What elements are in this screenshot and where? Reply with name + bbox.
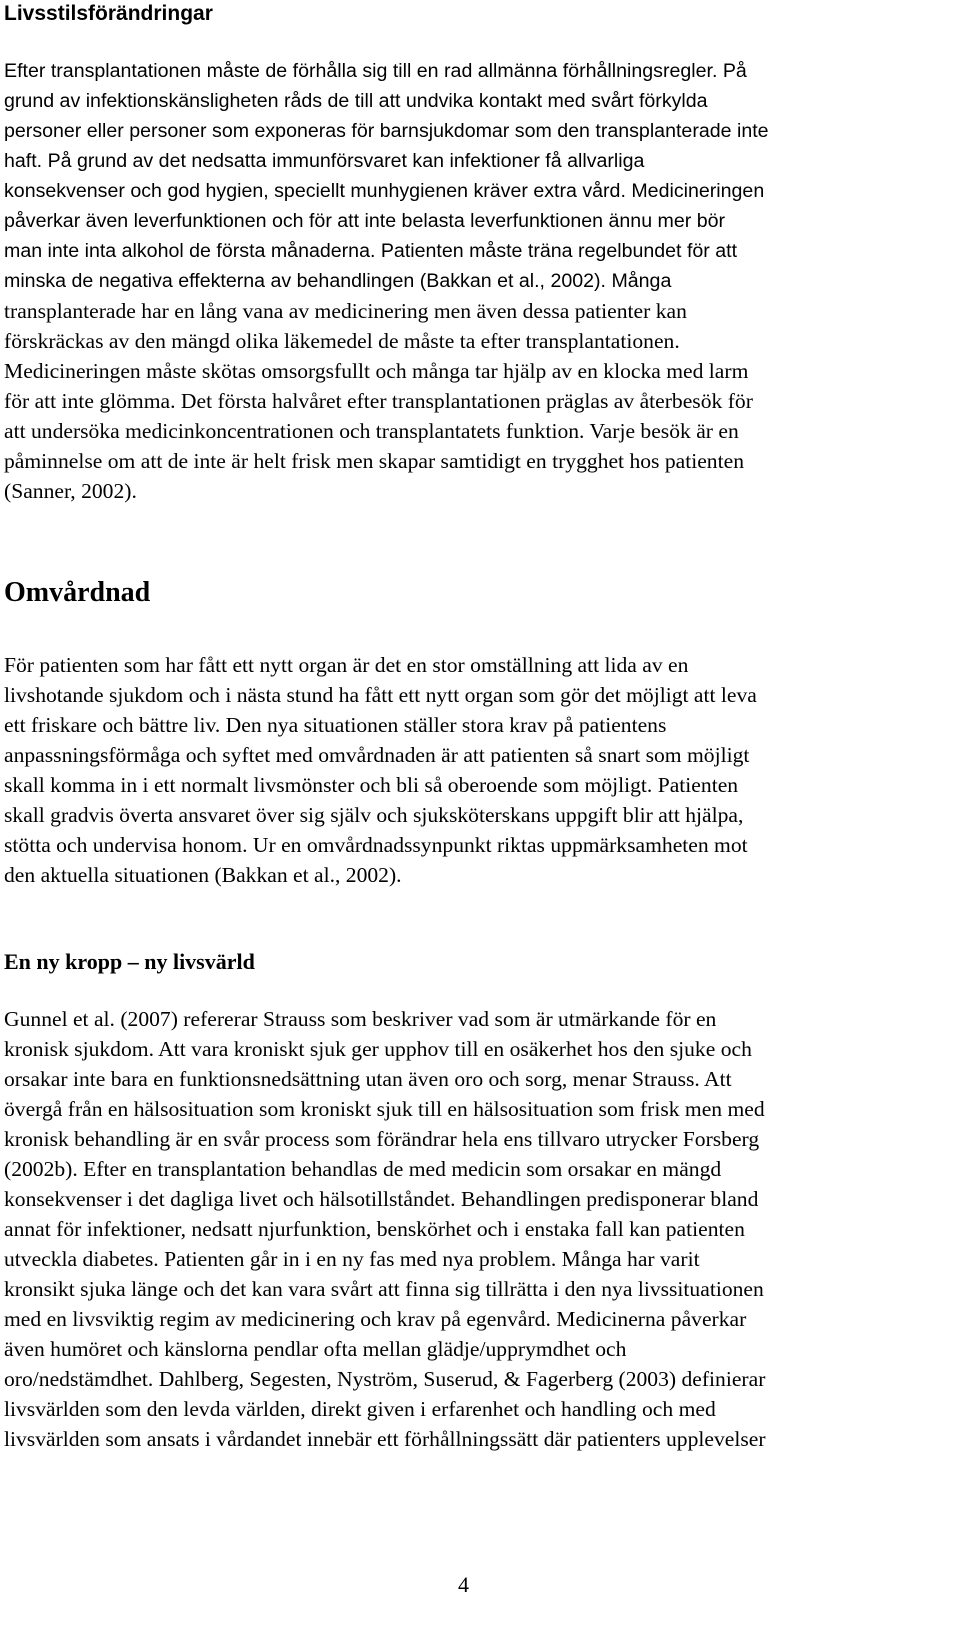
section-heading-en-ny-kropp: En ny kropp – ny livsvärld bbox=[4, 949, 255, 974]
paragraph-en-ny-kropp bbox=[4, 1004, 960, 1454]
text-line: utveckla diabetes. Patienten går in i en ny fas med nya problem. Många har varit bbox=[4, 1247, 700, 1271]
text-line: transplanterade har en lång vana av medicinering men även dessa patienter kan bbox=[4, 299, 687, 323]
text-line: man inte inta alkohol de första månaderna. Patienten måste träna regelbundet för att bbox=[4, 240, 738, 262]
text-line: konsekvenser och god hygien, speciellt munhygienen kräver extra vård. Medicineringen bbox=[4, 180, 765, 202]
text-line: personer eller personer som exponeras för barnsjukdomar som den transplanterade inte bbox=[4, 120, 769, 142]
text-line: Efter transplantationen måste de förhålla sig till en rad allmänna förhållningsregler. På bbox=[4, 60, 747, 82]
text-line: Gunnel et al. (2007) refererar Strauss som beskriver vad som är utmärkande för en bbox=[4, 1007, 717, 1031]
text-line: skall gradvis överta ansvaret över sig själv och sjuksköterskans uppgift blir att hjälpa, bbox=[4, 803, 744, 827]
text-line: minska de negativa effekterna av behandlingen (Bakkan et al., 2002). Många bbox=[4, 270, 672, 292]
text-line: orsakar inte bara en funktionsnedsättning utan även oro och sorg, menar Strauss. Att bbox=[4, 1067, 732, 1091]
text-line: konsekvenser i det dagliga livet och hälsotillståndet. Behandlingen predisponerar bland bbox=[4, 1187, 759, 1211]
section-heading-omvardnad: Omvårdnad bbox=[4, 577, 151, 608]
text-line: skall komma in i ett normalt livsmönster och bli så oberoende som möjligt. Patienten bbox=[4, 773, 739, 797]
text-line: även humöret och känslorna pendlar ofta mellan glädje/upprymdhet och bbox=[4, 1337, 627, 1361]
page-number: 4 bbox=[458, 1572, 469, 1597]
text-line: (Sanner, 2002). bbox=[4, 479, 137, 503]
text-line: ett friskare och bättre liv. Den nya situationen ställer stora krav på patientens bbox=[4, 713, 667, 737]
text-line: livsvärlden som den levda världen, direkt given i erfarenhet och handling och med bbox=[4, 1397, 716, 1421]
text-line: anpassningsförmåga och syftet med omvårdnaden är att patienten så snart som möjligt bbox=[4, 743, 750, 767]
paragraph-livsstil bbox=[4, 56, 960, 506]
text-line: För patienten som har fått ett nytt organ är det en stor omställning att lida av en bbox=[4, 653, 689, 677]
text-line: med en livsviktig regim av medicinering och krav på egenvård. Medicinerna påverkar bbox=[4, 1307, 747, 1331]
paragraph-omvardnad bbox=[4, 650, 960, 890]
text-line: kronsikt sjuka länge och det kan vara svårt att finna sig tillrätta i den nya livssituationen bbox=[4, 1277, 764, 1301]
text-line: livsvärlden som ansats i vårdandet innebär ett förhållningssätt där patienters upplevelser bbox=[4, 1427, 766, 1451]
text-line: haft. På grund av det nedsatta immunförsvaret kan infektioner få allvarliga bbox=[4, 150, 645, 172]
text-line: för att inte glömma. Det första halvåret efter transplantationen präglas av återbesök för bbox=[4, 389, 753, 413]
text-line: Medicineringen måste skötas omsorgsfullt och många tar hjälp av en klocka med larm bbox=[4, 359, 749, 383]
text-line: att undersöka medicinkoncentrationen och transplantatets funktion. Varje besök är en bbox=[4, 419, 739, 443]
text-line: kronisk sjukdom. Att vara kroniskt sjuk ger upphov till en osäkerhet hos den sjuke och bbox=[4, 1037, 752, 1061]
text-line: den aktuella situationen (Bakkan et al., 2002). bbox=[4, 863, 402, 887]
text-line: grund av infektionskänsligheten råds de till att undvika kontakt med svårt förkylda bbox=[4, 90, 708, 112]
section-heading-livsstilsforandringar: Livsstilsförändringar bbox=[4, 2, 213, 25]
text-line: (2002b). Efter en transplantation behandlas de med medicin som orsakar en mängd bbox=[4, 1157, 722, 1181]
text-line: stötta och undervisa honom. Ur en omvårdnadssynpunkt riktas uppmärksamheten mot bbox=[4, 833, 748, 857]
text-line: livshotande sjukdom och i nästa stund ha fått ett nytt organ som gör det möjligt att leva bbox=[4, 683, 757, 707]
text-line: förskräckas av den mängd olika läkemedel de måste ta efter transplantationen. bbox=[4, 329, 680, 353]
text-line: påverkar även leverfunktionen och för att inte belasta leverfunktionen ännu mer bör bbox=[4, 210, 726, 232]
text-line: övergå från en hälsosituation som kroniskt sjuk till en hälsosituation som frisk men med bbox=[4, 1097, 765, 1121]
text-line: påminnelse om att de inte är helt frisk men skapar samtidigt en trygghet hos patienten bbox=[4, 449, 744, 473]
text-line: kronisk behandling är en svår process som förändrar hela ens tillvaro utrycker Forsberg bbox=[4, 1127, 760, 1151]
text-line: annat för infektioner, nedsatt njurfunktion, benskörhet och i enstaka fall kan patienten bbox=[4, 1217, 745, 1241]
text-line: oro/nedstämdhet. Dahlberg, Segesten, Nyström, Suserud, & Fagerberg (2003) definierar bbox=[4, 1367, 766, 1391]
